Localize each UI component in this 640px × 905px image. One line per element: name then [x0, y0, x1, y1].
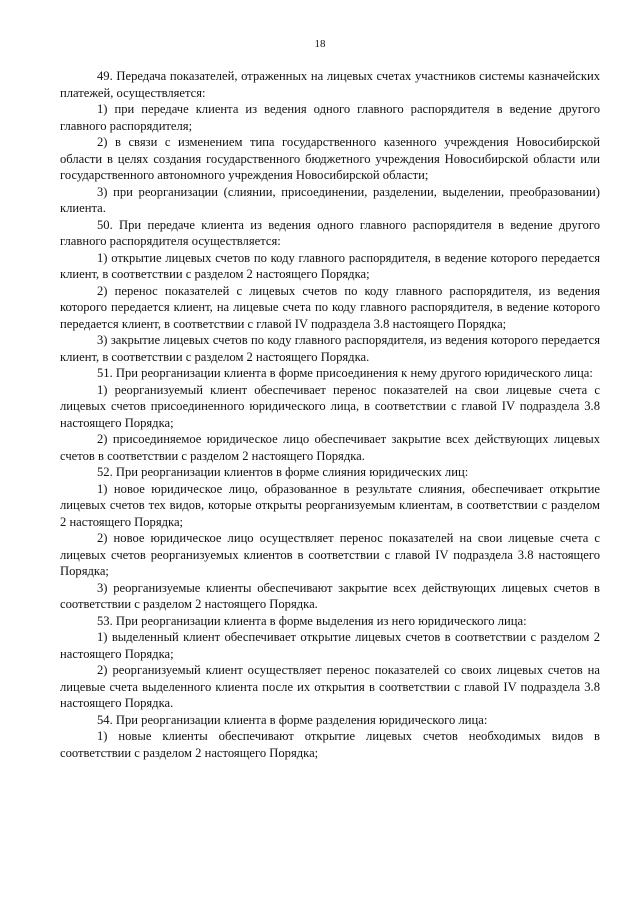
- paragraph-51-item-1: 1) реорганизуемый клиент обеспечивает перенос показателей на свои лицевые счета с лицевых счетов присоединенного юридического лица, в соответствии с главой IV подраздела 3.8 настоящего Порядка;: [60, 382, 600, 430]
- paragraph-54-item-1: 1) новые клиенты обеспечивают открытие лицевых счетов необходимых видов в соответствии с разделом 2 настоящего Порядка;: [60, 729, 600, 760]
- paragraph-49-item-1: 1) при передаче клиента из ведения одного главного распорядителя в ведение другого главного распорядителя;: [60, 102, 600, 133]
- paragraph-49: 49. Передача показателей, отраженных на лицевых счетах участников системы казначейских платежей, осуществляется:: [60, 69, 600, 100]
- paragraph-52: 52. При реорганизации клиентов в форме слияния юридических лиц:: [97, 465, 469, 479]
- paragraph-50-item-2: 2) перенос показателей с лицевых счетов по коду главного распорядителя, из ведения которого передается клиент, на лицевые счета по коду главного распорядителя, в ведение которого передается клиент, в соответствии с главой IV подраздела 3.8 настоящего Порядка;: [60, 283, 600, 331]
- paragraph-50: 50. При передаче клиента из ведения одного главного распорядителя в ведение другого главного распорядителя осуществляется:: [60, 217, 600, 248]
- paragraph-49-item-2: 2) в связи с изменением типа государственного казенного учреждения Новосибирской области в целях создания государственного бюджетного учреждения Новосибирской области или государственного автономного учреждения Новосибирской области;: [60, 135, 600, 182]
- paragraph-50-item-3: 3) закрытие лицевых счетов по коду главного распорядителя, из ведения которого передается клиент, в соответствии с разделом 2 настоящего Порядка.: [60, 333, 600, 364]
- paragraph-49-item-3: 3) при реорганизации (слиянии, присоединении, разделении, выделении, преобразовании) клиента.: [60, 184, 600, 215]
- paragraph-51-item-2: 2) присоединяемое юридическое лицо обеспечивает закрытие всех действующих лицевых счетов в соответствии с разделом 2 настоящего Порядка.: [60, 432, 600, 463]
- paragraph-52-item-2: 2) новое юридическое лицо осуществляет перенос показателей на свои лицевые счета с лицевых счетов реорганизуемых клиентов в соответствии с главой IV подраздела 3.8 настоящего Порядка;: [60, 531, 600, 578]
- paragraph-53: 53. При реорганизации клиента в форме выделения из него юридического лица:: [97, 613, 527, 628]
- paragraph-52-item-3: 3) реорганизуемые клиенты обеспечивают закрытие всех действующих лицевых счетов в соответствии с разделом 2 настоящего Порядка.: [60, 580, 600, 611]
- paragraph-53-item-1: 1) выделенный клиент обеспечивает открытие лицевых счетов в соответствии с разделом 2 настоящего Порядка;: [60, 630, 600, 661]
- paragraph-54: 54. При реорганизации клиента в форме разделения юридического лица:: [97, 712, 488, 727]
- paragraph-53-item-2: 2) реорганизуемый клиент осуществляет перенос показателей со своих лицевых счетов на лицевые счета выделенного клиента после их открытия в соответствии с главой IV подраздела 3.8 настоящего Порядка.: [60, 663, 600, 710]
- document-body: [60, 68, 600, 761]
- paragraph-51: 51. При реорганизации клиента в форме присоединения к нему другого юридического лица:: [97, 366, 593, 380]
- paragraph-52-item-1: 1) новое юридическое лицо, образованное в результате слияния, обеспечивает открытие лицевых счетов тех видов, которые открыты реорганизуемым клиентам, в соответствии с разделом 2 настоящего Порядка;: [60, 481, 600, 529]
- page-number: 18: [314, 38, 326, 50]
- paragraph-50-item-1: 1) открытие лицевых счетов по коду главного распорядителя, в ведение которого передается клиент, в соответствии с разделом 2 настоящего Порядка;: [60, 250, 600, 281]
